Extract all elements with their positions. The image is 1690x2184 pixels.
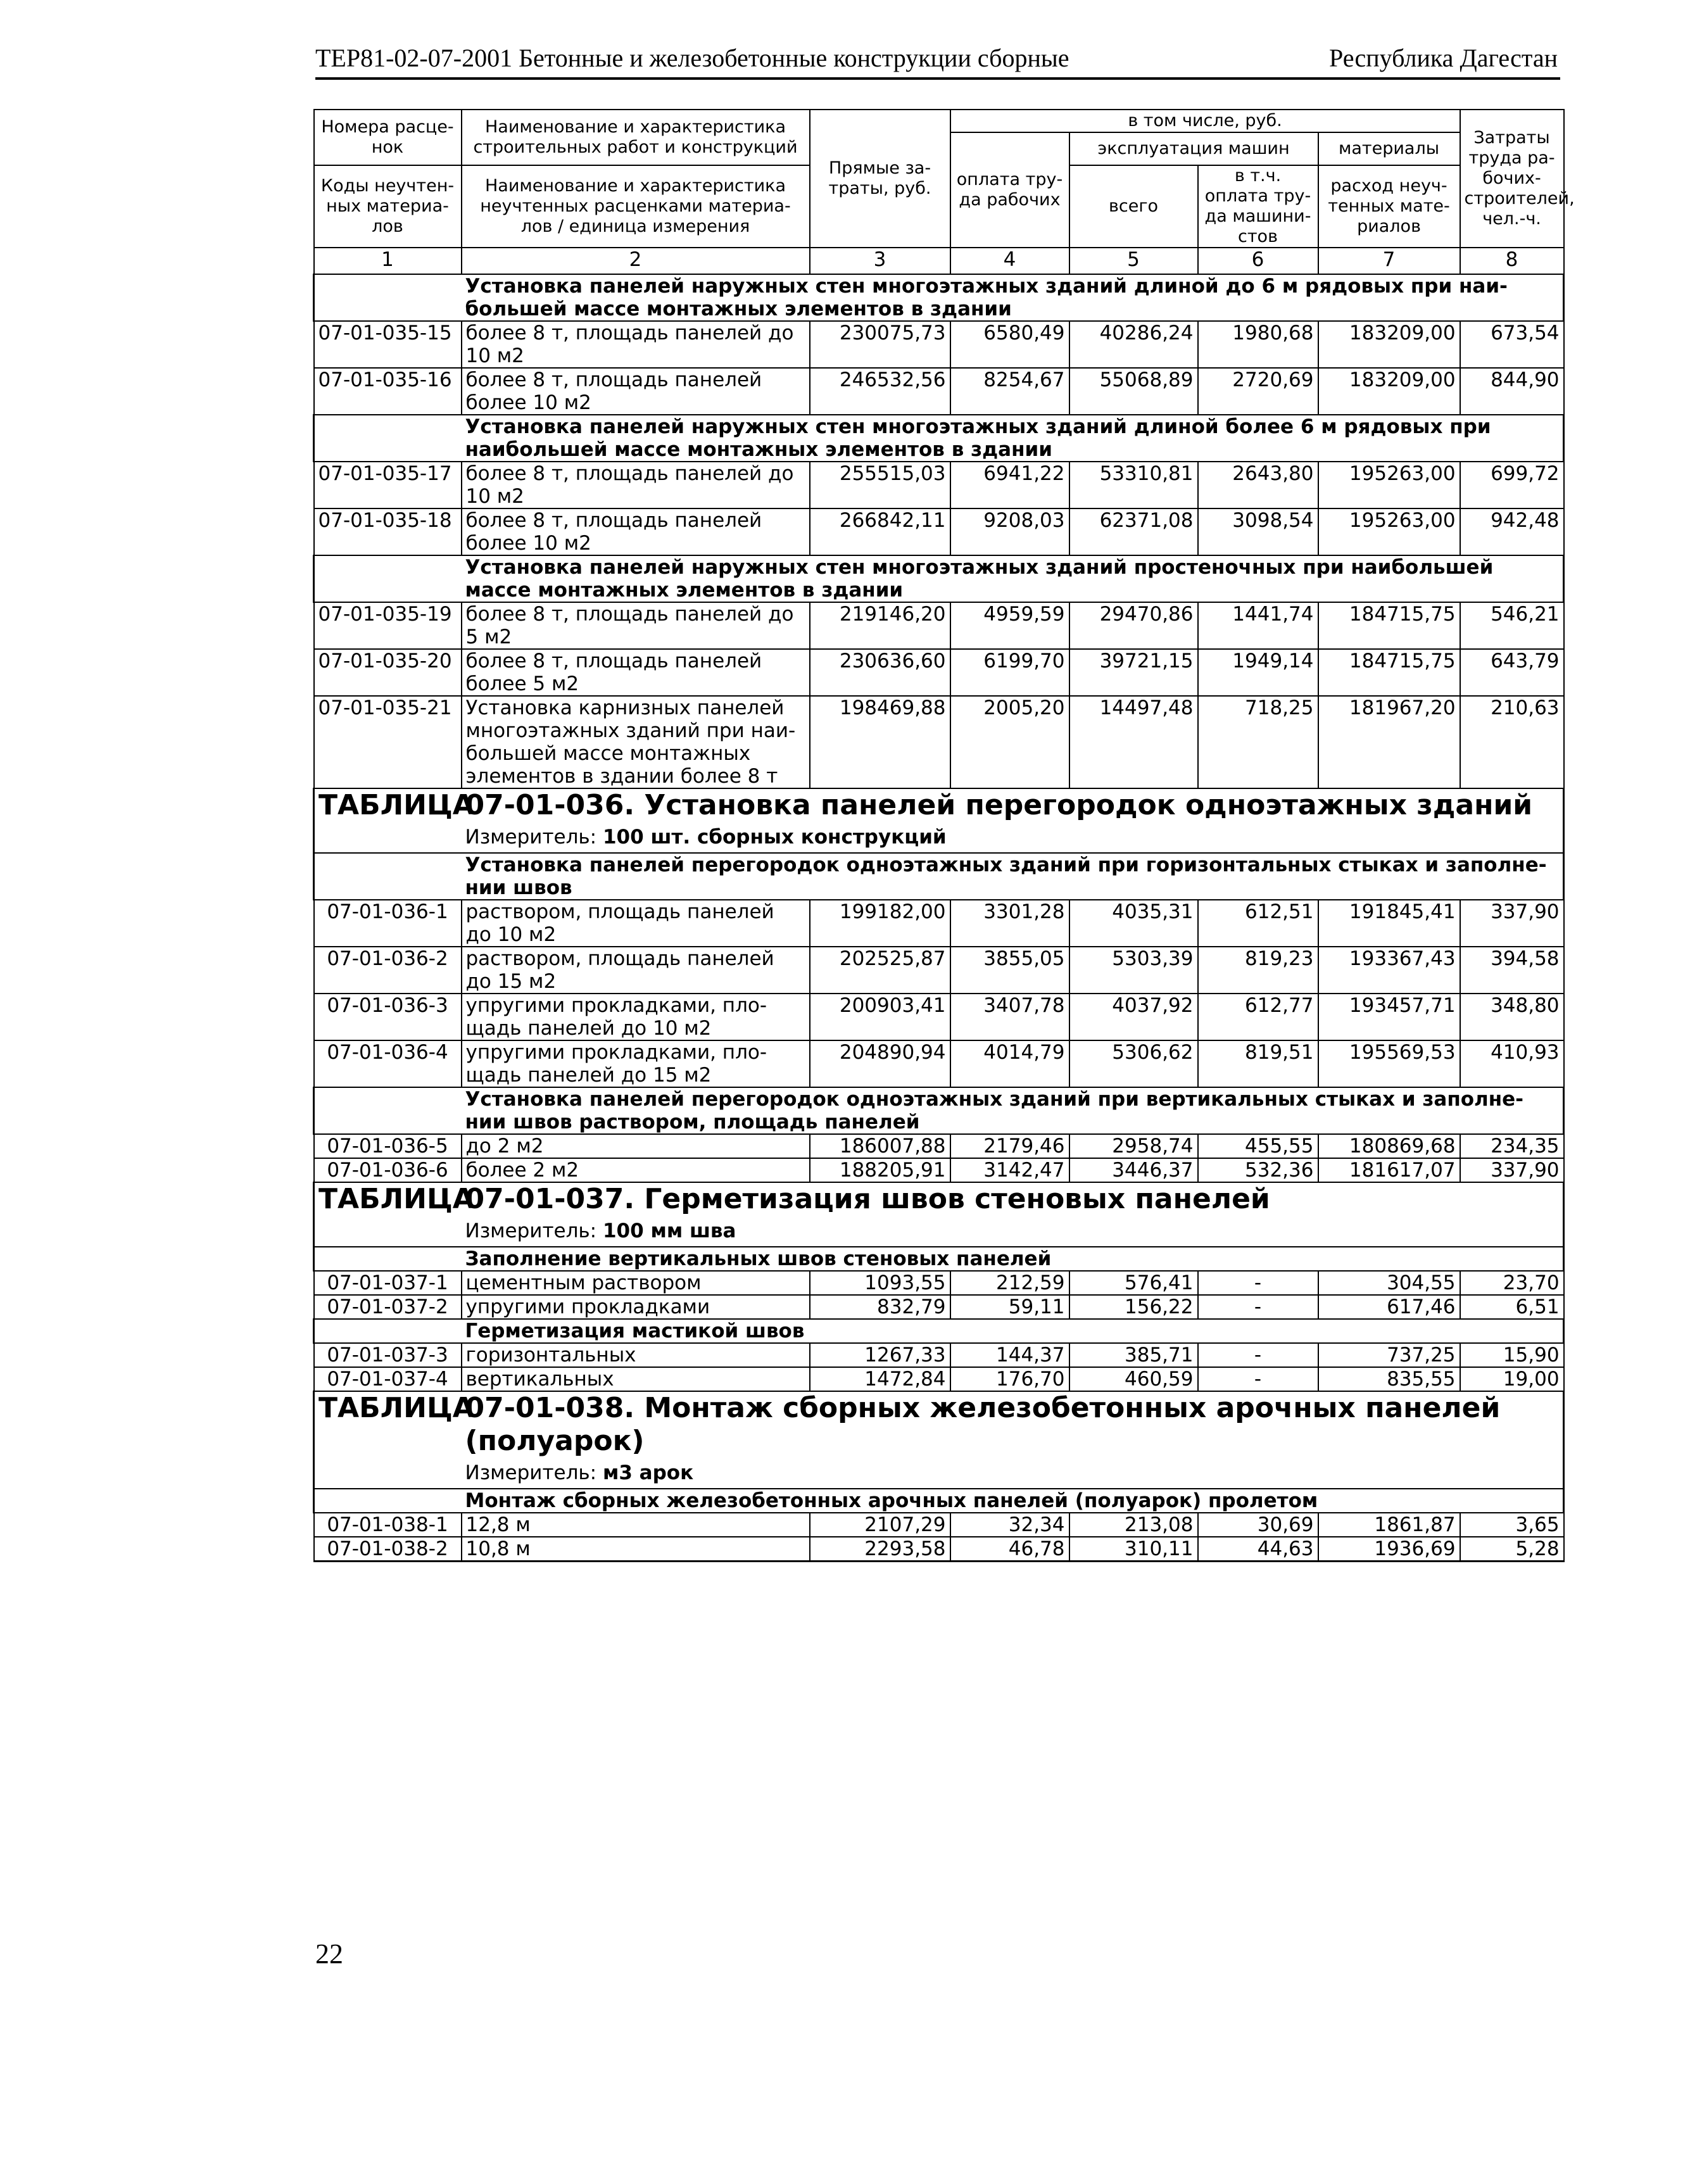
machines-total: 385,71 [1069,1343,1198,1367]
machines-total: 4037,92 [1069,994,1198,1040]
col-header-machines: эксплуатация машин [1069,132,1318,165]
group-title: Установка панелей перегородок одноэтажных зданий при вертикальных стыках и заполне-нии швов раствором, площадь панелей [462,1087,1564,1134]
rate-code: 07-01-035-18 [314,508,462,555]
table-row [314,1040,1564,1087]
rate-code: 07-01-036-1 [314,900,462,947]
machinist-wages: - [1198,1295,1318,1319]
table-code: 07-01-037. [465,1183,635,1215]
meter-value: м3 арок [602,1461,694,1484]
table-label: ТАБЛИЦА [314,1182,462,1216]
wages: 176,70 [950,1367,1069,1391]
materials: 304,55 [1318,1271,1460,1295]
rate-code: 07-01-036-5 [314,1134,462,1158]
group-header-row [314,274,1564,321]
materials: 617,46 [1318,1295,1460,1319]
table-row [314,1367,1564,1391]
rate-description: более 2 м2 [462,1158,810,1182]
machinist-wages: 819,23 [1198,947,1318,994]
table-row [314,994,1564,1040]
labor-hours: 348,80 [1460,994,1564,1040]
document-title: ТЕР81-02-07-2001 Бетонные и железобетонные конструкции сборные [315,44,1069,72]
labor-hours: 942,48 [1460,508,1564,555]
wages: 3142,47 [950,1158,1069,1182]
table-title-text: Установка панелей перегородок одноэтажных зданий [644,789,1533,821]
meter [462,822,1564,853]
materials: 183209,00 [1318,368,1460,415]
rate-code: 07-01-036-4 [314,1040,462,1087]
direct-costs: 198469,88 [810,696,950,788]
group-header-row [314,555,1564,602]
machines-total: 14497,48 [1069,696,1198,788]
table-row [314,1295,1564,1319]
materials: 184715,75 [1318,649,1460,696]
direct-costs: 255515,03 [810,462,950,508]
materials: 195569,53 [1318,1040,1460,1087]
group-title: Установка панелей наружных стен многоэтажных зданий длиной до 6 м рядовых при наи-большей массе монтажных элементов в здании [462,274,1564,321]
direct-costs: 246532,56 [810,368,950,415]
wages: 6941,22 [950,462,1069,508]
labor-hours: 210,63 [1460,696,1564,788]
table-code: 07-01-036. [465,789,635,821]
col-header-material-name: Наименование и характеристика неучтенных расценками материа-лов / единица измерения [462,165,810,248]
rate-code: 07-01-038-2 [314,1537,462,1562]
rate-description: Установка карнизных панелей многоэтажных зданий при наи-большей массе монтажных элементов в здании более 8 т [462,696,810,788]
rate-description: цементным раствором [462,1271,810,1295]
table-row [314,1513,1564,1537]
machinist-wages: 1980,68 [1198,321,1318,368]
wages: 4014,79 [950,1040,1069,1087]
rate-description: вертикальных [462,1367,810,1391]
col-header-material-consumption: расход неуч-тенных мате-риалов [1318,165,1460,248]
rate-description: горизонтальных [462,1343,810,1367]
meter-row [314,1458,1564,1489]
materials: 191845,41 [1318,900,1460,947]
machines-total: 5303,39 [1069,947,1198,994]
direct-costs: 200903,41 [810,994,950,1040]
materials: 1936,69 [1318,1537,1460,1562]
machines-total: 55068,89 [1069,368,1198,415]
wages: 4959,59 [950,602,1069,649]
rate-code: 07-01-038-1 [314,1513,462,1537]
table-code: 07-01-038. [465,1392,635,1424]
machines-total: 62371,08 [1069,508,1198,555]
col-header-direct-costs: Прямые за-траты, руб. [810,110,950,248]
meter-value: 100 шт. сборных конструкций [602,826,947,849]
wages: 3407,78 [950,994,1069,1040]
labor-hours: 337,90 [1460,900,1564,947]
labor-hours: 699,72 [1460,462,1564,508]
labor-hours: 844,90 [1460,368,1564,415]
machinist-wages: 532,36 [1198,1158,1318,1182]
wages: 6199,70 [950,649,1069,696]
labor-hours: 15,90 [1460,1343,1564,1367]
machinist-wages: 819,51 [1198,1040,1318,1087]
group-header-row [314,853,1564,900]
machines-total: 460,59 [1069,1367,1198,1391]
col-header-wages: оплата тру-да рабочих [950,132,1069,248]
wages: 3301,28 [950,900,1069,947]
direct-costs: 230636,60 [810,649,950,696]
col-header-material-codes: Коды неучтен-ных материа-лов [314,165,462,248]
labor-hours: 410,93 [1460,1040,1564,1087]
materials: 183209,00 [1318,321,1460,368]
materials: 181967,20 [1318,696,1460,788]
page-header [315,39,1560,80]
rate-code: 07-01-035-15 [314,321,462,368]
table-row [314,368,1564,415]
table-row [314,462,1564,508]
meter [462,1458,1564,1489]
col-header-machinist-wages: в т.ч. оплата тру-да машини-стов [1198,165,1318,248]
table-row [314,508,1564,555]
rate-code: 07-01-035-20 [314,649,462,696]
machines-total: 40286,24 [1069,321,1198,368]
machinist-wages: 3098,54 [1198,508,1318,555]
table-label: ТАБЛИЦА [314,788,462,822]
column-number: 2 [462,248,810,274]
wages: 3855,05 [950,947,1069,994]
machines-total: 29470,86 [1069,602,1198,649]
group-title: Установка панелей перегородок одноэтажных зданий при горизонтальных стыках и заполне-нии швов [462,853,1564,900]
materials: 193457,71 [1318,994,1460,1040]
page-number: 22 [315,1938,343,1969]
direct-costs: 1093,55 [810,1271,950,1295]
group-header-row [314,415,1564,462]
group-header-row [314,1489,1564,1513]
labor-hours: 3,65 [1460,1513,1564,1537]
col-header-including: в том числе, руб. [950,110,1460,132]
wages: 212,59 [950,1271,1069,1295]
table-row [314,1271,1564,1295]
direct-costs: 188205,91 [810,1158,950,1182]
table-title [462,1182,1564,1216]
col-header-rate-number: Номера расце-нок [314,110,462,165]
wages: 8254,67 [950,368,1069,415]
machines-total: 156,22 [1069,1295,1198,1319]
labor-hours: 6,51 [1460,1295,1564,1319]
labor-hours: 5,28 [1460,1537,1564,1562]
table-row [314,1134,1564,1158]
rate-code: 07-01-037-4 [314,1367,462,1391]
rate-description: до 2 м2 [462,1134,810,1158]
col-header-materials: материалы [1318,132,1460,165]
meter-label: Измеритель: [465,1461,597,1484]
machinist-wages: 612,51 [1198,900,1318,947]
rate-description: более 8 т, площадь панелей до 5 м2 [462,602,810,649]
machines-total: 310,11 [1069,1537,1198,1562]
direct-costs: 219146,20 [810,602,950,649]
column-number: 5 [1069,248,1198,274]
rate-code: 07-01-037-3 [314,1343,462,1367]
machines-total: 576,41 [1069,1271,1198,1295]
machines-total: 53310,81 [1069,462,1198,508]
table-label: ТАБЛИЦА [314,1391,462,1458]
machinist-wages: 455,55 [1198,1134,1318,1158]
rate-code: 07-01-036-2 [314,947,462,994]
table-row [314,649,1564,696]
machinist-wages: 30,69 [1198,1513,1318,1537]
machines-total: 4035,31 [1069,900,1198,947]
machinist-wages: 718,25 [1198,696,1318,788]
machinist-wages: 2720,69 [1198,368,1318,415]
wages: 2005,20 [950,696,1069,788]
labor-hours: 546,21 [1460,602,1564,649]
rate-code: 07-01-035-16 [314,368,462,415]
group-title: Установка панелей наружных стен многоэтажных зданий длиной более 6 м рядовых при наибольшей массе монтажных элементов в здании [462,415,1564,462]
group-header-row [314,1319,1564,1343]
labor-hours: 23,70 [1460,1271,1564,1295]
labor-hours: 337,90 [1460,1158,1564,1182]
table-row [314,1343,1564,1367]
column-number: 1 [314,248,462,274]
direct-costs: 204890,94 [810,1040,950,1087]
machines-total: 5306,62 [1069,1040,1198,1087]
table-row [314,947,1564,994]
group-title: Заполнение вертикальных швов стеновых панелей [462,1247,1564,1271]
direct-costs: 1472,84 [810,1367,950,1391]
machines-total: 213,08 [1069,1513,1198,1537]
meter [462,1216,1564,1247]
materials: 181617,07 [1318,1158,1460,1182]
rate-code: 07-01-036-6 [314,1158,462,1182]
meter-row [314,822,1564,853]
rate-description: более 8 т, площадь панелей до 10 м2 [462,321,810,368]
machinist-wages: - [1198,1367,1318,1391]
direct-costs: 1267,33 [810,1343,950,1367]
column-number: 3 [810,248,950,274]
table-row [314,321,1564,368]
materials: 184715,75 [1318,602,1460,649]
column-number: 8 [1460,248,1564,274]
rate-description: более 8 т, площадь панелей более 5 м2 [462,649,810,696]
group-header-row [314,1247,1564,1271]
rate-code: 07-01-035-21 [314,696,462,788]
machinist-wages: 1441,74 [1198,602,1318,649]
column-numbers-row [314,248,1564,274]
rate-description: 10,8 м [462,1537,810,1562]
table-title-text: Монтаж сборных железобетонных арочных панелей (полуарок) [465,1392,1501,1457]
direct-costs: 186007,88 [810,1134,950,1158]
materials: 180869,68 [1318,1134,1460,1158]
wages: 9208,03 [950,508,1069,555]
direct-costs: 2107,29 [810,1513,950,1537]
wages: 59,11 [950,1295,1069,1319]
group-title: Монтаж сборных железобетонных арочных панелей (полуарок) пролетом [462,1489,1564,1513]
direct-costs: 832,79 [810,1295,950,1319]
direct-costs: 202525,87 [810,947,950,994]
machinist-wages: 44,63 [1198,1537,1318,1562]
rate-description: более 8 т, площадь панелей до 10 м2 [462,462,810,508]
column-number: 7 [1318,248,1460,274]
machinist-wages: - [1198,1343,1318,1367]
wages: 2179,46 [950,1134,1069,1158]
table-title-row [314,788,1564,822]
col-header-machines-total: всего [1069,165,1198,248]
machinist-wages: 612,77 [1198,994,1318,1040]
machinist-wages: 1949,14 [1198,649,1318,696]
group-header-row [314,1087,1564,1134]
meter-row [314,1216,1564,1247]
rate-description: более 8 т, площадь панелей более 10 м2 [462,508,810,555]
materials: 835,55 [1318,1367,1460,1391]
materials: 737,25 [1318,1343,1460,1367]
direct-costs: 266842,11 [810,508,950,555]
rate-description: 12,8 м [462,1513,810,1537]
table-title-text: Герметизация швов стеновых панелей [644,1183,1270,1215]
table-row [314,1158,1564,1182]
materials: 195263,00 [1318,508,1460,555]
rate-code: 07-01-037-1 [314,1271,462,1295]
region-name: Республика Дагестан [1329,44,1558,72]
direct-costs: 199182,00 [810,900,950,947]
machines-total: 39721,15 [1069,649,1198,696]
table-row [314,900,1564,947]
col-header-work-name: Наименование и характеристика строительных работ и конструкций [462,110,810,165]
rate-description: упругими прокладками [462,1295,810,1319]
wages: 32,34 [950,1513,1069,1537]
column-number: 4 [950,248,1069,274]
rate-description: раствором, площадь панелей до 15 м2 [462,947,810,994]
direct-costs: 2293,58 [810,1537,950,1562]
materials: 193367,43 [1318,947,1460,994]
table-title [462,788,1564,822]
rate-code: 07-01-035-17 [314,462,462,508]
rate-description: упругими прокладками, пло-щадь панелей до 10 м2 [462,994,810,1040]
machinist-wages: - [1198,1271,1318,1295]
labor-hours: 234,35 [1460,1134,1564,1158]
group-title: Установка панелей наружных стен многоэтажных зданий простеночных при наибольшей массе монтажных элементов в здании [462,555,1564,602]
meter-label: Измеритель: [465,826,597,849]
table-row [314,696,1564,788]
rates-table [313,109,1575,1562]
meter-value: 100 мм шва [602,1220,736,1242]
rate-code: 07-01-035-19 [314,602,462,649]
machines-total: 3446,37 [1069,1158,1198,1182]
col-header-labor: Затраты труда ра-бочих-строителей, чел.-ч. [1460,110,1564,248]
meter-label: Измеритель: [465,1220,597,1242]
table-row [314,1537,1564,1562]
wages: 144,37 [950,1343,1069,1367]
machines-total: 2958,74 [1069,1134,1198,1158]
wages: 6580,49 [950,321,1069,368]
labor-hours: 673,54 [1460,321,1564,368]
rate-description: раствором, площадь панелей до 10 м2 [462,900,810,947]
labor-hours: 394,58 [1460,947,1564,994]
rate-description: более 8 т, площадь панелей более 10 м2 [462,368,810,415]
table-title-row [314,1391,1564,1458]
wages: 46,78 [950,1537,1069,1562]
labor-hours: 643,79 [1460,649,1564,696]
direct-costs: 230075,73 [810,321,950,368]
materials: 1861,87 [1318,1513,1460,1537]
table-title [462,1391,1564,1458]
table-title-row [314,1182,1564,1216]
machinist-wages: 2643,80 [1198,462,1318,508]
column-number: 6 [1198,248,1318,274]
materials: 195263,00 [1318,462,1460,508]
table-row [314,602,1564,649]
rate-description: упругими прокладками, пло-щадь панелей до 15 м2 [462,1040,810,1087]
rate-code: 07-01-037-2 [314,1295,462,1319]
rate-code: 07-01-036-3 [314,994,462,1040]
labor-hours: 19,00 [1460,1367,1564,1391]
group-title: Герметизация мастикой швов [462,1319,1564,1343]
